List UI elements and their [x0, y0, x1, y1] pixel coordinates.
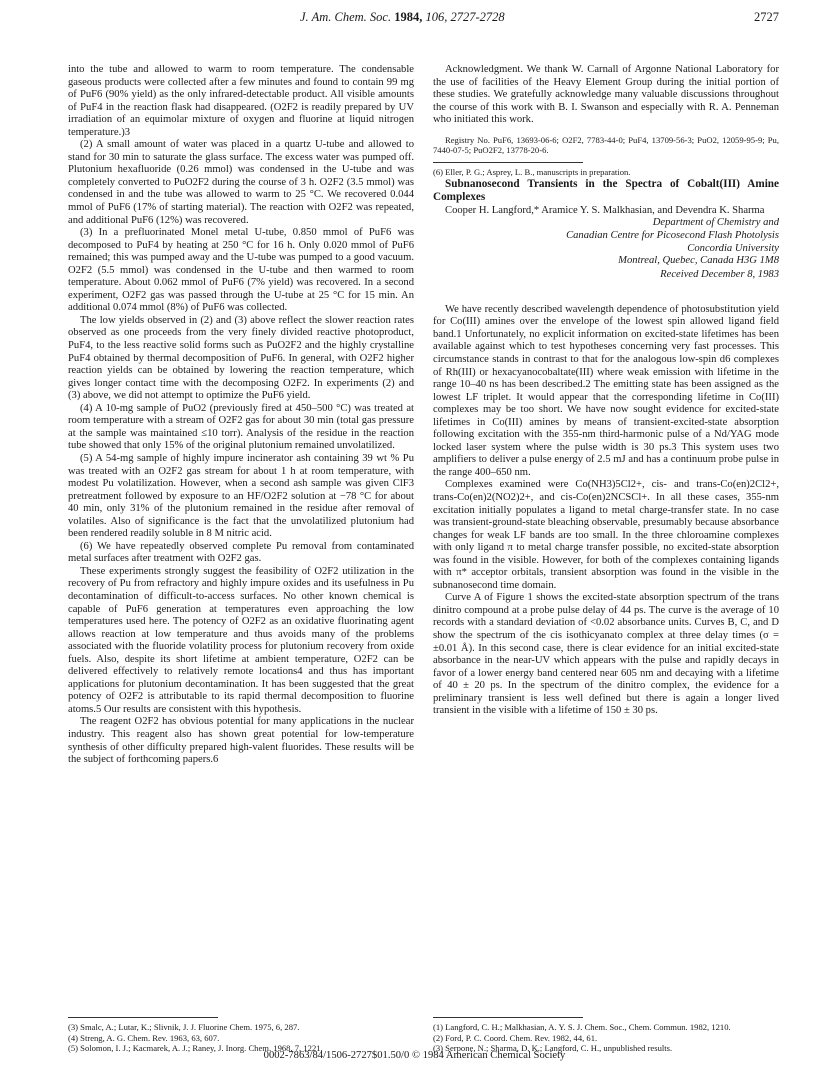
paragraph: (3) In a prefluorinated Monel metal U-tube, 0.850 mmol of PuF6 was decomposed to PuF4 by heating at 250 °C for 16 h. Only 0.020 mmol of PuF6 remained; this was pumped away and the U-tube was pumped to a good vacuum. O2F2 (5.5 mmol) was condensed in the U-tube and then warmed to room temperature. About 0.062 mmol of PuF6 (7% yield) was recovered. In a second experiment, O2F2 gas was passed through the U-tube at 25 °C for 15 min. An additional 0.074 mmol (8%) of PuF6 was collected.: [68, 227, 414, 314]
journal-citation: [300, 10, 505, 25]
registry-numbers: Registry No. PuF6, 13693-06-6; O2F2, 7783-44-0; PuF4, 13709-56-3; PuO2, 12059-95-9; Pu, 7440-07-5; PuO2F2, 13778-20-6.: [433, 134, 779, 156]
footnote-rule: [433, 162, 583, 163]
paragraph: The reagent O2F2 has obvious potential for many applications in the nuclear industry. This reagent also has shown great potential for low-temperature synthesis of other difficulty prepared high-valent fluorides. These results will be the subject of forthcoming papers.6: [68, 716, 414, 766]
paragraph: These experiments strongly suggest the feasibility of O2F2 utilization in the recovery of Pu from refractory and highly impure oxides and its usefulness in Pu decontamination of difficult-to-access surfaces. No other known chemical is capable of PuF6 generation at temperatures even approaching the low temperatures used here. The potency of O2F2 as an oxidative fluorinating agent allows reaction at low temperature and thus avoids many of the problems associated with the fluoride volatility process for plutonium recovery from oxide fuels. Also, despite its short lifetime at ambient temperature, O2F2 can be delivered effectively to relatively remote locations4 and thus has important applications for plutonium decontamination. It has been suggested that the great potency of O2F2 is attributable to its rapid thermal decomposition to fluorine atoms.5 Our results are consistent with this hypothesis.: [68, 565, 414, 715]
left-footnotes: [68, 1011, 414, 1054]
journal-pages: 106, 2727-2728: [425, 10, 505, 24]
received-date: Received December 8, 1983: [660, 269, 779, 281]
footnote-rule: [68, 1017, 218, 1018]
footnote: (4) Streng, A. G. Chem. Rev. 1963, 63, 607.: [68, 1032, 220, 1043]
paragraph: into the tube and allowed to warm to room temperature. The condensable gaseous products were collected after a few minutes and found to contain 99 mg of PuF6 (90% yield) as the only infrared-detectable product. All visible amounts of PuF4 in the reaction flask had disappeared. (O2F2 is readily prepared by UV irradiation of an equimolar mixture of oxygen and fluorine at liquid nitrogen temperature.)3: [68, 64, 414, 138]
paragraph: Curve A of Figure 1 shows the excited-state absorption spectrum of the trans dinitro compound at a probe pulse delay of 44 ps. The curve is the average of 10 records with a standard deviation of <0.02 absorbance units. Curves B, C, and D show the spectrum of the cis isothicyanato complex at three delay times (σ = ±0.01 Å). In this second case, there is clear evidence for an initial excited-state absorbance in the near-UV which appears with the pulse and rapidly decays in favor of a lower energy band centered near 605 nm and decaying with a lifetime of 40 ± 20 ps. In the spectrum of the dinitro complex, the evidence for a preliminary transient is less well defined but there is again a longer lived transient in the visible with a lifetime of 150 ± 30 ps.: [433, 592, 779, 717]
page-number: 2727: [754, 10, 779, 24]
paragraph: (4) A 10-mg sample of PuO2 (previously fired at 450–500 °C) was treated at room temperature with a stream of O2F2 gas for about 30 min (total gas pressure at the sample was maintained ≤10 torr). Analysis of the residue in the reaction tube showed that only 15% of the original plutonium remained unvolatilized.: [68, 402, 414, 452]
paragraph: (2) A small amount of water was placed in a quartz U-tube and allowed to stand for 30 min to saturate the glass surface. The excess water was pumped off. Plutonium hexafluoride (0.26 mmol) was condensed in the U-tube and was completely converted to PuO2F2 during the course of 3 h. O2F2 (3.5 mmol) was condensed in and the tube was allowed to warm to 25 °C. We recovered 0.044 mmol of PuF6 (17% of starting material). The reaction with O2F2 was repeated, and additional PuF6 (12%) was recovered.: [68, 139, 414, 226]
acknowledgment: Acknowledgment. We thank W. Carnall of Argonne National Laboratory for the use of facilities of the Heavy Element Group during the initial portion of these studies. We gratefully acknowledge many valuable discussions throughout the course of this work with B. I. Swanson and especially with R. A. Penneman who initiated this work.: [433, 64, 779, 126]
paragraph: Complexes examined were Co(NH3)5Cl2+, cis- and trans-Co(en)2Cl2+, trans-Co(en)2(NO2)2+, and cis-Co(en)2NCSCl+. In all these cases, 355-nm excitation initially populates a ligand to metal charge-transfer state. In no case was transient-ground-state bleaching observable, presumably because absorbance changes for weak LF bands are too small. In the three chloroamine complexes with only ligand π to metal charge transfer possible, no excited-state absorption was found in the visible. However, for both of the complexes containing ligands with π* acceptor orbitals, transient absorption was found in the visible in the subnanosecond time domain.: [433, 479, 779, 591]
running-header: [0, 8, 829, 28]
footnote: (2) Ford, P. C. Coord. Chem. Rev. 1982, 44, 61.: [433, 1032, 598, 1043]
journal-year: 1984,: [394, 10, 423, 24]
affiliation-line: Montreal, Quebec, Canada H3G 1M8: [618, 255, 779, 267]
journal-name: J. Am. Chem. Soc.: [300, 10, 392, 24]
copyright-footer: 0002-7863/84/1506-2727$01.50/0 © 1984 American Chemical Society: [263, 1050, 566, 1061]
affiliation-line: Concordia University: [687, 242, 779, 254]
right-footnotes: [433, 1011, 779, 1054]
footnote: (6) Eller, P. G.; Asprey, L. B., manuscripts in preparation.: [433, 166, 631, 177]
paragraph: (5) A 54-mg sample of highly impure incinerator ash containing 39 wt % Pu was treated with an O2F2 gas stream for about 1 h at room temperature, with modest Pu volatilization. However, when a second ash sample was given ClF3 pretreatment followed by exposure to an HF/O2F2 solution at −78 °C for about 40 min, only 31% of the plutonium remained in the residue after removal of volatiles. Also of significance is the fact that the unvolatilized plutonium had been rendered readily soluble in 8 M nitric acid.: [68, 452, 414, 540]
footnote: (5) Solomon, I. J.; Kacmarek, A. J.; Raney, J. Inorg. Chem. 1968, 7, 1221.: [68, 1043, 323, 1054]
paragraph: We have recently described wavelength dependence of photosubstitution yield for Co(III) amines over the envelope of the lowest spin allowed ligand field band.1 Unfortunately, no explicit information on excited-state lifetimes has been available against which to test hypotheses concerning very fast processes. This circumstance stands in contrast to that for the analogous low-spin d6 complexes of Rh(III) or hexacyanocobaltate(III) where weak emission with lifetime in the range 10–40 ns has been described.2 The emitting state has been assigned as the lowest LF triplet. It would appear that the corresponding lifetime in Co(III) complexes may be too short. We have now sought evidence for excited-state lifetimes in Co(III) amines by means of transient-excited-state absorption following excitation with the 355-nm third-harmonic pulse of a Nd/YAG mode locked laser system where the pulse width is 30 ps.3 This system uses two amplifiers to deliver a pulse energy of 2.5 mJ and has a continuum probe pulse in the range 400–650 nm.: [433, 303, 779, 478]
paragraph: The low yields observed in (2) and (3) above reflect the slower reaction rates observed as one proceeds from the very finely divided reactive photoproduct, PuF4, to the less reactive solid forms such as PuO2F2 and the highly crystalline PuF4 obtained by thermal decomposition of PuF6. In general, with O2F2 higher reaction yields can be obtained by lowering the reaction temperature, which gives longer contact time with the decomposing O2F2. In experiments (2) and (3) above, we did not attempt to optimize the PuF6 yield.: [68, 314, 414, 402]
footnote: (3) Smalc, A.; Lutar, K.; Slivnik, J. J. Fluorine Chem. 1975, 6, 287.: [68, 1022, 300, 1032]
footnote: (3) Serpone, N.; Sharma, D. K.; Langford, C. H., unpublished results.: [433, 1043, 673, 1054]
left-column: [68, 64, 414, 767]
affiliation-line: Department of Chemistry and: [652, 217, 779, 229]
footnote-rule: [433, 1017, 583, 1018]
affiliation-line: Canadian Centre for Picosecond Flash Photolysis: [566, 229, 779, 241]
article-authors: Cooper H. Langford,* Aramice Y. S. Malkhasian, and Devendra K. Sharma: [445, 204, 765, 216]
paragraph: (6) We have repeatedly observed complete Pu removal from contaminated metal surfaces after treatment with O2F2 gas.: [68, 540, 414, 565]
right-column: [433, 64, 779, 718]
article-title: Subnanosecond Transients in the Spectra of Cobalt(III) Amine Complexes: [433, 177, 779, 204]
footnote: (1) Langford, C. H.; Malkhasian, A. Y. S. J. Chem. Soc., Chem. Commun. 1982, 1210.: [433, 1022, 731, 1032]
